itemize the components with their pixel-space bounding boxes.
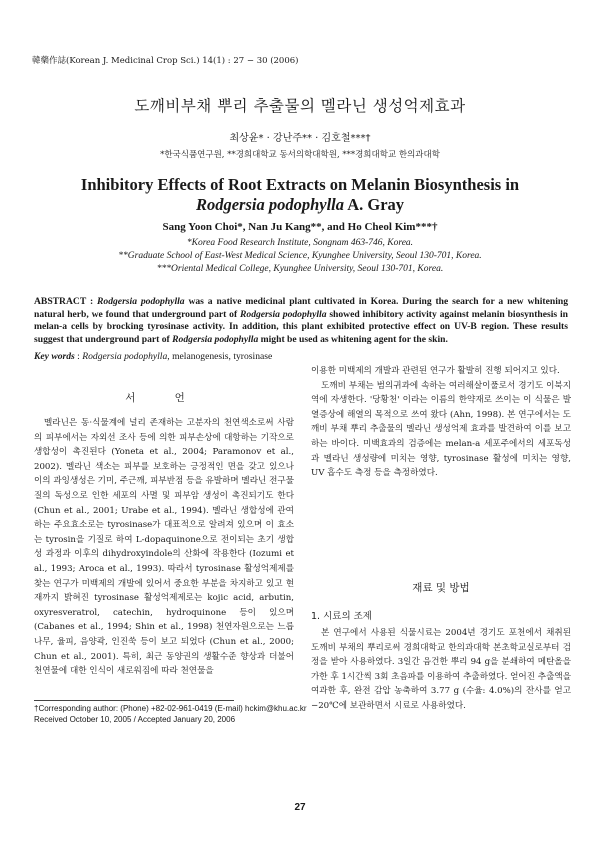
affiliations-english <box>0 237 600 276</box>
body-paragraph: 도깨비 부채는 범의귀과에 속하는 여러해살이풀로서 경기도 이북지역에 자생한다. '당황천' 이라는 이름의 한약재로 쓰이는 이 식물은 발열증상에 해열의 목적으로 쓰여 왔다 (Ahn, 1998). 본 연구에서는 도깨비 부채 뿌리 추출물의 멜라닌 생성억제 효과를 발견하여 이를 보고하는 바이다. 미백효과의 검증에는 melan-a 세포주에서의 세포독성과 멜라닌 생성량에 미치는 영향, tyrosinase 활성에 미치는 영향, UV 흡수도 측정 등을 측정하였다. <box>311 380 571 479</box>
journal-header: 韓藥作誌(Korean J. Medicinal Crop Sci.) 14(1) : 27 − 30 (2006) <box>32 56 299 66</box>
body-paragraph: 멜라닌은 동·식물계에 널리 존재하는 고분자의 천연색소로써 사람의 피부에서는 자외선 조사 등에 의한 피부손상에 대항하는 기작으로 생합성이 촉진된다 (Yoneta et al., 2004; Paramonov et al., 2002). 멜라닌 색소는 피부를 보호하는 긍정적인 면을 갖고 있으나 이의 과잉생성은 기미, 주근깨, 피부반점 등을 유발하며 멜라닌 전구물질의 독성으로 인한 세포의 사멸 및 피부암 생성이 촉진되기도 한다 (Chun et al., 2001; Urabe et al., 1994). 멜라닌 생합성에 관여하는 주요효소로는 tyrosinase가 대표적으로 알려져 있으며 이 효소는 tyrosin을 기질로 하여 L-dopaquinone으로 전이되는 초기 생합성 과정과 이후의 dihydroxyindole의 산화에 작용한다 (Iozumi et al., 1993; Aroca et al., 1993). 따라서 tyrosinase 활성억제제를 찾는 연구가 미백제의 개발에 있어서 중요한 부분을 차지하고 있고 현재까지 밝혀진 tyrosinase 활성억제제로는 kojic acid, arbutin, oxyresveratrol, catechin, hydroquinone 등이 있으며 (Cabanes et al., 1994; Shin et al., 1998) 천연자원으로는 느릅나무, 율피, 음양곽, 인진쑥 등이 보고 되었다 (Chun et al., 2000; Chun et al., 2001). 특히, 최근 동양권의 생활수준 향상과 더불어 천연물에 대한 인식이 새로워짐에 따라 천연물을 <box>34 418 294 677</box>
footnote <box>34 703 306 725</box>
body-column-right <box>311 364 571 481</box>
keywords-separator: : <box>74 351 83 362</box>
footnote-divider <box>34 700 234 701</box>
title-author-suffix: A. Gray <box>344 195 405 214</box>
affiliation-line: **Graduate School of East-West Medical Science, Kyunghee University, Seoul 130-701, Korea. <box>118 251 482 261</box>
abstract-text: was a native medicinal plant cultivated in Korea. During the search for a new whitening natural herb, we found that underground part of <box>34 296 568 320</box>
species-name: Rodgersia podophylla <box>240 308 327 320</box>
keywords <box>34 351 568 362</box>
title-english-line1: Inhibitory Effects of Root Extracts on Melanin Biosynthesis in <box>80 175 520 194</box>
keywords-rest: , melanogenesis, tyrosinase <box>167 351 273 362</box>
abstract-label: ABSTRACT : <box>34 296 98 307</box>
species-name: Rodgersia podophylla <box>97 296 185 307</box>
affiliation-line: *Korea Food Research Institute, Songnam 463-746, Korea. <box>186 238 414 248</box>
authors-korean: 최상윤* · 강난주** · 김호철***† <box>229 133 371 144</box>
page-number: 27 <box>294 802 306 813</box>
species-name: Rodgersia podophylla <box>172 333 259 345</box>
affiliation-line: ***Oriental Medical College, Kyunghee University, Seoul 130-701, Korea. <box>156 264 444 274</box>
body-column-left <box>34 416 294 679</box>
body-paragraph: 본 연구에서 사용된 식물시료는 2004년 경기도 포천에서 채취된 도깨비 부채의 뿌리로써 경희대학교 한의과대학 본초학교실로부터 검정을 받아 사용하였다. 3일간 음건한 뿌리 94 g을 분쇄하여 메탄올을 가한 후 1시간씩 3회 초음파를 이용하여 추출하였다. 얻어진 추출액을 여과한 후, 완전 감압 농축하여 3.77 g (수율: 4.0%)의 잔사를 얻고 −20℃에 보관하면서 시료로 사용하였다. <box>311 628 571 711</box>
title-english-line2 <box>0 195 600 215</box>
affiliations-korean: *한국식품연구원, **경희대학교 동서의학대학원, ***경희대학교 한의과대학 <box>160 150 440 160</box>
authors-english: Sang Yoon Choi*, Nan Ju Kang**, and Ho Cheol Kim***† <box>162 221 438 233</box>
body-column-right-methods <box>311 626 571 714</box>
body-paragraph: 이용한 미백제의 개발과 관련된 연구가 활발히 진행 되어지고 있다. <box>311 366 560 376</box>
title-korean: 도깨비부채 뿌리 추출물의 멜라닌 생성억제효과 <box>134 97 466 115</box>
abstract <box>34 296 568 346</box>
subsection-heading-materials: 1. 시료의 조제 <box>311 611 372 622</box>
section-heading-introduction: 서 언 <box>125 392 203 404</box>
keywords-label: Key words <box>34 351 75 362</box>
title-english <box>0 175 600 215</box>
footnote-corresponding: †Corresponding author: (Phone) +82-02-961-0419 (E-mail) hckim@khu.ac.kr <box>34 704 307 713</box>
keywords-species: Rodgersia podophylla <box>82 351 168 362</box>
section-heading-methods: 재료 및 방법 <box>412 582 470 594</box>
footnote-received: Received October 10, 2005 / Accepted January 20, 2006 <box>34 715 236 724</box>
abstract-text: might be used as whitening agent for the skin. <box>258 333 448 345</box>
title-species: Rodgersia podophylla <box>195 195 344 214</box>
abstract-text: showed inhibitory activity against melanin biosynthesis in melan-a cells by brocking tyrosinase activity. In addition, this plant exhibited protective effect on UV-B region. These results suggest that underground part of <box>34 308 568 345</box>
